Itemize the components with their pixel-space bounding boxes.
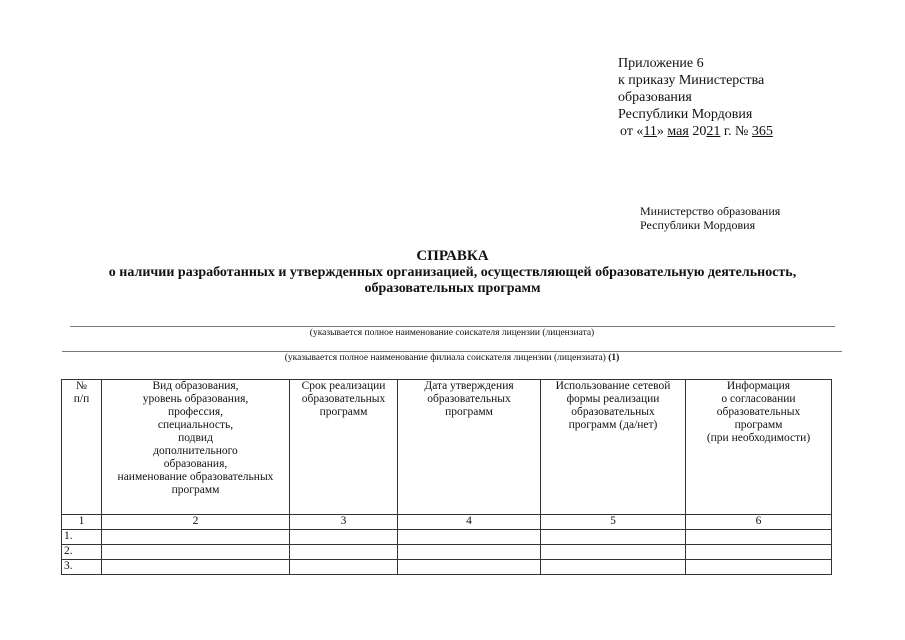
programs-table <box>61 379 832 575</box>
order-year-prefix: 20 <box>688 124 707 139</box>
table-cell[interactable] <box>398 530 541 545</box>
branch-caption-footnote: (1) <box>608 353 620 363</box>
order-date-line <box>620 123 773 140</box>
addressee-line-2: Республики Мордовия <box>640 218 756 232</box>
column-number: 5 <box>541 515 686 530</box>
order-year-suffix: 21 <box>706 124 721 139</box>
column-numbers-row <box>62 515 832 530</box>
licensee-name-line <box>70 326 835 327</box>
table-cell[interactable] <box>102 545 290 560</box>
document-title <box>40 247 865 297</box>
header-agreement-info: Информация о согласовании образовательных программ (при необходимости) <box>686 380 832 515</box>
title-subtitle-line-2: образовательных программ <box>364 281 541 296</box>
row-number: 1. <box>62 530 102 545</box>
table-cell[interactable] <box>290 530 398 545</box>
table-cell[interactable] <box>686 530 832 545</box>
table-row <box>62 545 832 560</box>
table-cell[interactable] <box>290 560 398 575</box>
addressee-block <box>640 204 780 232</box>
column-number: 1 <box>62 515 102 530</box>
appendix-order-ref: к приказу Министерства <box>618 73 765 88</box>
table-cell[interactable] <box>398 560 541 575</box>
order-quote-close: » <box>656 124 668 139</box>
table-cell[interactable] <box>398 545 541 560</box>
appendix-republic: Республики Мордовия <box>618 107 753 122</box>
header-duration: Срок реализации образовательных программ <box>290 380 398 515</box>
appendix-ministry: образования <box>618 90 692 105</box>
table-row <box>62 560 832 575</box>
header-network-form: Использование сетевой формы реализации образовательных программ (да/нет) <box>541 380 686 515</box>
addressee-line-1: Министерство образования <box>640 204 781 218</box>
order-number: 365 <box>751 124 773 139</box>
column-number: 3 <box>290 515 398 530</box>
licensee-caption: (указывается полное наименование соискателя лицензии (лицензиата) <box>309 328 595 338</box>
order-prefix: от « <box>620 124 644 139</box>
table-cell[interactable] <box>290 545 398 560</box>
header-number: № п/п <box>62 380 102 515</box>
table-row <box>62 530 832 545</box>
table-cell[interactable] <box>541 530 686 545</box>
header-approval-date: Дата утверждения образовательных программ <box>398 380 541 515</box>
order-year-tail: г. № <box>720 124 752 139</box>
table-cell[interactable] <box>541 560 686 575</box>
column-number: 4 <box>398 515 541 530</box>
table-cell[interactable] <box>541 545 686 560</box>
title-subtitle-line-1: о наличии разработанных и утвержденных организацией, осуществляющей образовательную деятельность, <box>108 265 797 280</box>
order-day: 11 <box>643 124 657 139</box>
appendix-block <box>618 55 773 140</box>
header-education-type: Вид образования, уровень образования, профессия, специальность, подвид дополнительного образования, наименование образовательных программ <box>102 380 290 515</box>
table-cell[interactable] <box>686 545 832 560</box>
branch-name-line <box>62 351 842 352</box>
row-number: 3. <box>62 560 102 575</box>
table-cell[interactable] <box>102 530 290 545</box>
order-month: мая <box>667 124 689 139</box>
table-cell[interactable] <box>102 560 290 575</box>
branch-caption <box>62 353 842 364</box>
table-cell[interactable] <box>686 560 832 575</box>
column-number: 2 <box>102 515 290 530</box>
column-number: 6 <box>686 515 832 530</box>
branch-caption-text: (указывается полное наименование филиала соискателя лицензии (лицензиата) <box>284 353 609 363</box>
table-header-row <box>62 380 832 515</box>
title-heading: СПРАВКА <box>416 248 489 264</box>
row-number: 2. <box>62 545 102 560</box>
appendix-number: Приложение 6 <box>618 56 704 71</box>
